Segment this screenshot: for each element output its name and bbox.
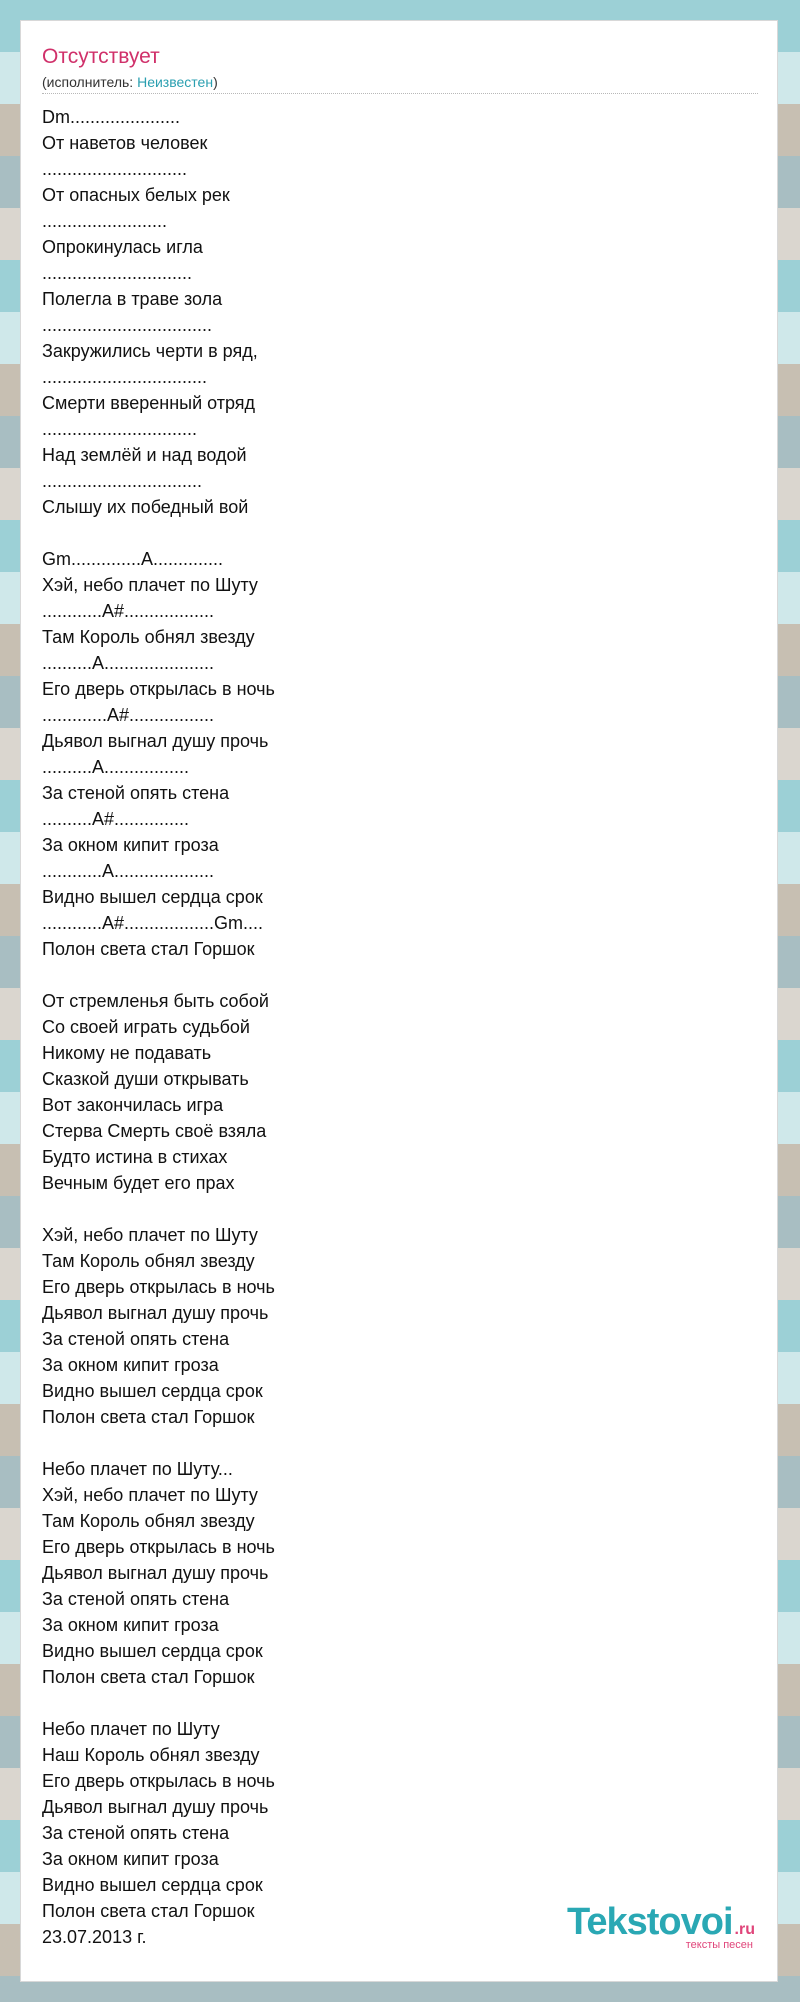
- lyrics-line: ...............................: [42, 419, 198, 439]
- lyrics-line: Полегла в траве зола: [42, 289, 223, 309]
- lyrics-line: Никому не подавать: [42, 1043, 212, 1063]
- logo-tld: .ru: [734, 1921, 755, 1938]
- lyrics-text: [42, 104, 758, 1950]
- lyrics-blank-line: [42, 1690, 758, 1716]
- lyrics-line: За стеной опять стена: [42, 1823, 230, 1843]
- lyrics-line: Полон света стал Горшок: [42, 939, 255, 959]
- site-logo[interactable]: [567, 1903, 755, 1951]
- lyrics-line: От стремленья быть собой: [42, 991, 269, 1011]
- lyrics-line: За окном кипит гроза: [42, 835, 219, 855]
- lyrics-line: Небо плачет по Шуту...: [42, 1459, 233, 1479]
- lyrics-line: За стеной опять стена: [42, 1329, 230, 1349]
- lyrics-card: [20, 20, 778, 1982]
- lyrics-line: Будто истина в стихах: [42, 1147, 228, 1167]
- lyrics-line: За окном кипит гроза: [42, 1355, 219, 1375]
- lyrics-line: Видно вышел сердца срок: [42, 1641, 263, 1661]
- lyrics-line: Небо плачет по Шуту: [42, 1719, 220, 1739]
- lyrics-line: Со своей играть судьбой: [42, 1017, 250, 1037]
- lyrics-line: Вечным будет его прах: [42, 1173, 235, 1193]
- lyrics-line: За стеной опять стена: [42, 1589, 230, 1609]
- lyrics-line: Полон света стал Горшок: [42, 1407, 255, 1427]
- lyrics-line: Хэй, небо плачет по Шуту: [42, 1225, 258, 1245]
- lyrics-line: Закружились черти в ряд,: [42, 341, 258, 361]
- lyrics-line: Стерва Смерть своё взяла: [42, 1121, 267, 1141]
- lyrics-line: Дьявол выгнал душу прочь: [42, 1563, 269, 1583]
- lyrics-line: Слышу их победный вой: [42, 497, 249, 517]
- lyrics-line: Дьявол выгнал душу прочь: [42, 1797, 269, 1817]
- lyrics-line: Опрокинулась игла: [42, 237, 203, 257]
- lyrics-line: От наветов человек: [42, 133, 208, 153]
- lyrics-line: Там Король обнял звезду: [42, 627, 255, 647]
- artist-link[interactable]: Неизвестен: [137, 74, 214, 90]
- lyrics-line: ..........A......................: [42, 653, 215, 673]
- lyrics-line: Сказкой души открывать: [42, 1069, 249, 1089]
- lyrics-line: Его дверь открылась в ночь: [42, 1771, 275, 1791]
- lyrics-line: Видно вышел сердца срок: [42, 887, 263, 907]
- lyrics-line: ................................: [42, 471, 203, 491]
- lyrics-line: ..........A#...............: [42, 809, 190, 829]
- lyrics-line: 23.07.2013 г.: [42, 1927, 147, 1947]
- lyrics-line: ............A#..................Gm....: [42, 913, 264, 933]
- lyrics-line: Его дверь открылась в ночь: [42, 1277, 275, 1297]
- lyrics-line: ..........A.................: [42, 757, 190, 777]
- title-divider: [42, 93, 758, 94]
- song-title: Отсутствует: [42, 45, 160, 68]
- lyrics-line: Там Король обнял звезду: [42, 1251, 255, 1271]
- lyrics-line: От опасных белых рек: [42, 185, 230, 205]
- lyrics-line: ..................................: [42, 315, 213, 335]
- lyrics-line: .........................: [42, 211, 168, 231]
- lyrics-line: ............A....................: [42, 861, 215, 881]
- lyrics-line: За стеной опять стена: [42, 783, 230, 803]
- artist-line: [42, 73, 218, 91]
- lyrics-line: Там Король обнял звезду: [42, 1511, 255, 1531]
- lyrics-line: Gm..............A..............: [42, 549, 224, 569]
- artist-prefix: (исполнитель:: [42, 74, 138, 90]
- lyrics-blank-line: [42, 962, 758, 988]
- lyrics-line: Полон света стал Горшок: [42, 1667, 255, 1687]
- lyrics-line: Дьявол выгнал душу прочь: [42, 1303, 269, 1323]
- lyrics-line: ..............................: [42, 263, 193, 283]
- lyrics-line: Над землёй и над водой: [42, 445, 247, 465]
- artist-suffix: ): [213, 74, 218, 90]
- lyrics-line: Его дверь открылась в ночь: [42, 679, 275, 699]
- lyrics-line: Его дверь открылась в ночь: [42, 1537, 275, 1557]
- lyrics-line: Dm......................: [42, 107, 181, 127]
- lyrics-blank-line: [42, 1196, 758, 1222]
- lyrics-line: Наш Король обнял звезду: [42, 1745, 260, 1765]
- lyrics-line: .............A#.................: [42, 705, 215, 725]
- lyrics-line: Видно вышел сердца срок: [42, 1381, 263, 1401]
- lyrics-line: Дьявол выгнал душу прочь: [42, 731, 269, 751]
- lyrics-line: Вот закончилась игра: [42, 1095, 224, 1115]
- lyrics-line: Смерти вверенный отряд: [42, 393, 256, 413]
- logo-tagline: тексты песен: [685, 1939, 753, 1951]
- lyrics-line: Видно вышел сердца срок: [42, 1875, 263, 1895]
- lyrics-blank-line: [42, 1430, 758, 1456]
- lyrics-line: ............A#..................: [42, 601, 215, 621]
- lyrics-line: Хэй, небо плачет по Шуту: [42, 575, 258, 595]
- lyrics-line: Хэй, небо плачет по Шуту: [42, 1485, 258, 1505]
- lyrics-line: За окном кипит гроза: [42, 1849, 219, 1869]
- logo-name: Tekstovoi: [566, 1901, 733, 1943]
- lyrics-line: .................................: [42, 367, 208, 387]
- lyrics-line: .............................: [42, 159, 188, 179]
- lyrics-line: Полон света стал Горшок: [42, 1901, 255, 1921]
- lyrics-blank-line: [42, 520, 758, 546]
- lyrics-line: За окном кипит гроза: [42, 1615, 219, 1635]
